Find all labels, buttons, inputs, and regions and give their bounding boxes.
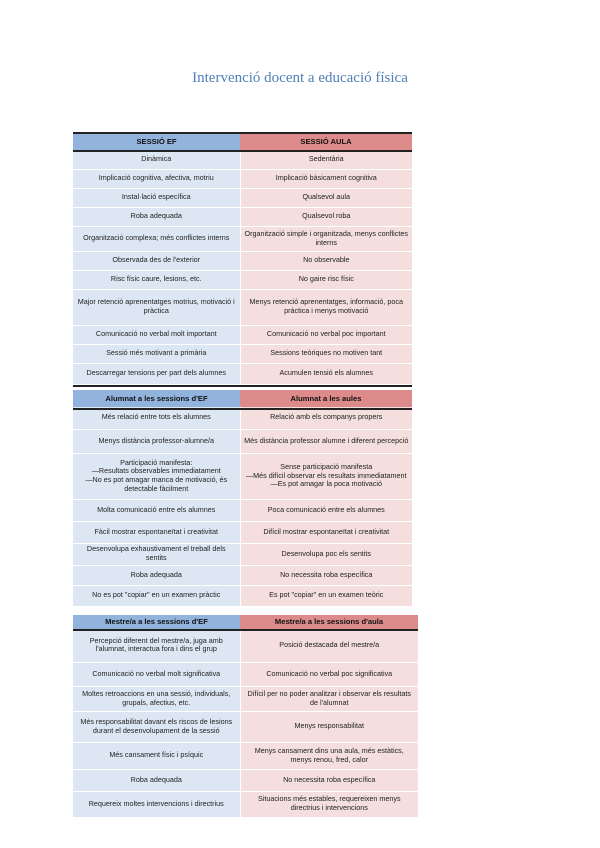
ef-cell: Roba adequada (73, 565, 240, 585)
table-row (73, 742, 418, 769)
aula-cell: No necessita roba específica (240, 565, 412, 585)
ef-cell: Més relació entre tots els alumnes (73, 407, 240, 429)
table-row (73, 169, 412, 188)
ef-cell: Fàcil mostrar espontaneïtat i creativitat (73, 521, 240, 543)
table-row (73, 289, 412, 325)
cell-line: Sense participació manifesta (280, 462, 373, 472)
ef-cell: Dinàmica (73, 150, 240, 169)
aula-cell: Qualsevol aula (240, 188, 412, 207)
ef-cell: Comunicació no verbal molt important (73, 325, 240, 344)
header-aula-students: Alumnat a les aules (240, 390, 412, 407)
aula-cell: Relació amb els companys propers (240, 407, 412, 429)
ef-cell: Roba adequada (73, 769, 240, 791)
comparison-table-students (73, 390, 412, 607)
table-row (73, 207, 412, 226)
cell-line: —Més difícil observar els resultats immediatament (245, 470, 407, 480)
ef-cell: Roba adequada (73, 207, 240, 226)
ef-cell: Menys distància professor-alumne/a (73, 429, 240, 453)
table-row (73, 662, 418, 686)
table-row (73, 226, 412, 251)
ef-cell: Implicació cognitiva, afectiva, motriu (73, 169, 240, 188)
aula-cell: Menys retenció aprenentatges, informació, poca pràctica i menys motivació (240, 289, 412, 325)
cell-line: —Resultats observables immediatament (91, 466, 221, 476)
aula-cell: Es pot "copiar" en un examen teòric (240, 585, 412, 606)
table-rule (73, 132, 412, 134)
ef-cell: Risc físic caure, lesions, etc. (73, 270, 240, 289)
ef-cell: Organització complexa; més conflictes interns (73, 226, 240, 251)
ef-cell: Comunicació no verbal molt significativa (73, 662, 240, 686)
aula-cell: No gaire risc físic (240, 270, 412, 289)
aula-cell: Comunicació no verbal poc significativa (240, 662, 418, 686)
aula-cell: Difícil mostrar espontaneïtat i creativitat (240, 521, 412, 543)
ef-cell: Més responsabilitat davant els riscos de lesions durant el desenvolupament de la sessió (73, 711, 240, 742)
ef-cell: Desenvolupa exhaustivament el treball dels sentits (73, 543, 240, 565)
aula-cell: Situacions més estables, requereixen menys directrius i intervencions (240, 791, 418, 817)
ef-cell: Més cansament físic i psíquic (73, 742, 240, 769)
table-row (73, 270, 412, 289)
aula-cell: Menys responsabilitat (240, 711, 418, 742)
table-row (73, 521, 412, 543)
table-row (73, 686, 418, 711)
table-row (73, 188, 412, 207)
table-row (73, 407, 412, 429)
aula-cell: Qualsevol roba (240, 207, 412, 226)
ef-cell: Percepció diferent del mestre/a, juga amb l'alumnat, interactua fora i dins el grup (73, 629, 240, 662)
header-aula: SESSIÓ AULA (240, 133, 412, 150)
header-ef-teachers: Mestre/a a les sessions d'EF (73, 615, 240, 629)
aula-cell: Desenvolupa poc els sentits (240, 543, 412, 565)
aula-cell: Posició destacada del mestre/a (240, 629, 418, 662)
aula-cell: Menys cansament dins una aula, més estàtics, menys renou, fred, calor (240, 742, 418, 769)
table-row (73, 325, 412, 344)
aula-cell: Acumulen tensió els alumnes (240, 363, 412, 384)
table-row (73, 344, 412, 363)
table-row (73, 629, 418, 662)
table-row (73, 499, 412, 521)
table-row (73, 791, 418, 817)
aula-cell (240, 453, 412, 499)
aula-cell: Implicació bàsicament cognitiva (240, 169, 412, 188)
comparison-table-sessions (73, 133, 412, 385)
header-aula-teachers: Mestre/a a les sessions d'aula (240, 615, 418, 629)
aula-cell: Més distància professor alumne i diferent percepció (240, 429, 412, 453)
table-rule (73, 408, 412, 410)
table-row (73, 585, 412, 606)
header-ef: SESSIÓ EF (73, 133, 240, 150)
ef-cell: Moltes retroaccions en una sessió, individuals, grupals, afectius, etc. (73, 686, 240, 711)
cell-line: —No es pot amagar manca de motivació, és detectable fàcilment (85, 475, 228, 493)
aula-cell: No necessita roba específica (240, 769, 418, 791)
aula-cell: Comunicació no verbal poc important (240, 325, 412, 344)
table-row (73, 429, 412, 453)
cell-line: —Es pot amagar la poca motivació (270, 479, 382, 489)
aula-cell: Sedentària (240, 150, 412, 169)
aula-cell: No observable (240, 251, 412, 270)
table-rule (73, 150, 412, 152)
aula-cell: Sessions teòriques no motiven tant (240, 344, 412, 363)
cell-line: Participació manifesta: (120, 457, 193, 467)
table-rule (73, 629, 418, 631)
table-row (73, 251, 412, 270)
header-ef-students: Alumnat a les sessions d'EF (73, 390, 240, 407)
ef-cell: Descarregar tensions per part dels alumnes (73, 363, 240, 384)
document-title: Intervenció docent a educació física (192, 70, 408, 86)
comparison-table-teachers (73, 615, 418, 818)
ef-cell: No es pot "copiar" en un examen pràctic (73, 585, 240, 606)
table-row (73, 150, 412, 169)
table-row (73, 769, 418, 791)
ef-cell: Observada des de l'exterior (73, 251, 240, 270)
aula-cell: Poca comunicació entre els alumnes (240, 499, 412, 521)
ef-cell: Requereix moltes intervencions i directrius (73, 791, 240, 817)
ef-cell: Molta comunicació entre els alumnes (73, 499, 240, 521)
table-row (73, 363, 412, 384)
ef-cell (73, 453, 240, 499)
table-row (73, 453, 412, 499)
table-row (73, 543, 412, 565)
aula-cell: Difícil per no poder analitzar i observar els resultats de l'alumnat (240, 686, 418, 711)
ef-cell: Major retenció aprenentatges motrius, motivació i pràctica (73, 289, 240, 325)
table-rule (73, 385, 412, 387)
aula-cell: Organització simple i organitzada, menys conflictes interns (240, 226, 412, 251)
ef-cell: Sessió més motivant a primària (73, 344, 240, 363)
ef-cell: Instal·lació específica (73, 188, 240, 207)
table-row (73, 565, 412, 585)
table-row (73, 711, 418, 742)
